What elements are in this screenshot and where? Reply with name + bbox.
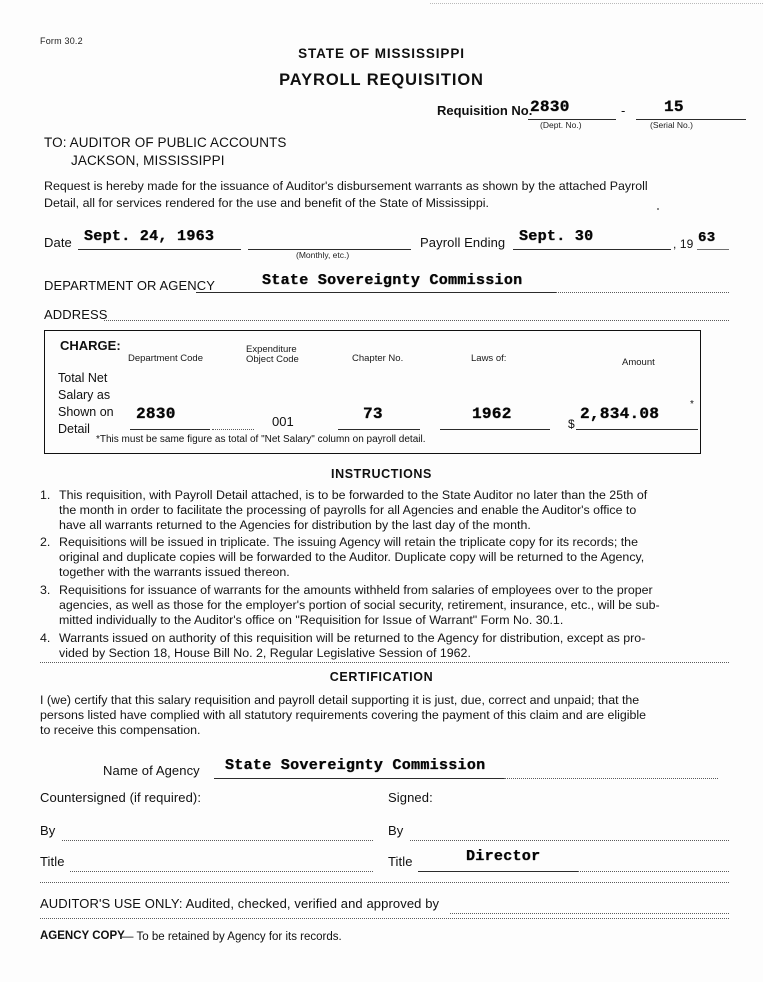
- addressee-line-1: TO: AUDITOR OF PUBLIC ACCOUNTS: [44, 135, 287, 150]
- instruction-4-line-2: vided by Section 18, House Bill No. 2, Regular Legislative Session of 1962.: [59, 646, 471, 660]
- date-value[interactable]: Sept. 24, 1963: [84, 228, 215, 245]
- requisition-no-label: Requisition No.: [437, 103, 533, 118]
- scan-artifact-top: [430, 3, 763, 4]
- instruction-number-3: 3.: [40, 583, 51, 597]
- form-number: Form 30.2: [40, 36, 83, 46]
- instruction-2-line-3: together with the warrants issued thereon.: [59, 565, 290, 579]
- instruction-1-line-1: This requisition, with Payroll Detail attached, is to be forwarded to the State Auditor no later than the 25th of: [59, 488, 648, 502]
- instruction-number-2: 2.: [40, 535, 51, 549]
- charge-value-object-code[interactable]: 001: [272, 414, 294, 429]
- charge-rule-department-code-tail: [212, 429, 254, 430]
- department-agency-rule: [196, 292, 556, 293]
- agency-copy-note: — To be retained by Agency for its records.: [122, 931, 342, 943]
- scan-speck: [657, 208, 659, 210]
- charge-amount-asterisk: *: [690, 399, 694, 410]
- charge-value-department-code[interactable]: 2830: [136, 405, 176, 423]
- charge-col-header-object-code: Object Code: [246, 354, 299, 365]
- divider-auditor: [40, 918, 729, 919]
- instruction-3-line-3: mitted individually to the Auditor's office on "Requisition for Issue of Warrant" Form No. 30.1.: [59, 613, 564, 627]
- agency-copy-label: AGENCY COPY: [40, 930, 125, 942]
- divider-signatures: [40, 882, 729, 883]
- instruction-number-1: 1.: [40, 488, 51, 502]
- frequency-caption: (Monthly, etc.): [296, 250, 350, 260]
- charge-row-label-line-2: Salary as: [58, 388, 111, 402]
- charge-col-header-expenditure: Expenditure: [246, 344, 297, 355]
- instruction-4-line-1: Warrants issued on authority of this requisition will be returned to the Agency for distribution, except as pro-: [59, 631, 646, 645]
- form-title: PAYROLL REQUISITION: [279, 71, 484, 89]
- charge-row-label-line-4: Detail: [58, 422, 90, 436]
- address-rule: [104, 320, 729, 321]
- payroll-ending-value[interactable]: Sept. 30: [519, 228, 594, 245]
- payroll-ending-label: Payroll Ending: [420, 235, 506, 250]
- title-rule-right: [418, 871, 578, 872]
- name-of-agency-label: Name of Agency: [103, 763, 200, 778]
- instruction-1-line-3: have all warrants returned to the Agencies for distribution by the last day of the month.: [59, 518, 531, 532]
- name-of-agency-value[interactable]: State Sovereignty Commission: [225, 757, 486, 774]
- state-heading: STATE OF MISSISSIPPI: [298, 46, 465, 61]
- charge-currency-symbol: $: [568, 417, 575, 431]
- charge-col-header-chapter-no: Chapter No.: [352, 353, 404, 364]
- auditor-use-only-label: AUDITOR'S USE ONLY: Audited, checked, verified and approved by: [40, 896, 440, 911]
- preamble-line-1: Request is hereby made for the issuance of Auditor's disbursement warrants as shown by the attached Payroll: [44, 179, 648, 193]
- addressee-line-2: JACKSON, MISSISSIPPI: [71, 153, 225, 168]
- title-label-right: Title: [388, 854, 413, 869]
- instruction-number-4: 4.: [40, 631, 51, 645]
- charge-value-laws-of[interactable]: 1962: [472, 405, 512, 423]
- certification-line-1: I (we) certify that this salary requisition and payroll detail supporting it is just, due, correct and unpaid; that the: [40, 693, 640, 707]
- auditor-use-only-rule: [450, 913, 729, 914]
- countersigned-label: Countersigned (if required):: [40, 790, 202, 805]
- year-prefix: , 19: [673, 237, 694, 251]
- charge-rule-amount: [576, 429, 698, 430]
- title-rule-right-tail: [578, 871, 729, 872]
- address-label: ADDRESS: [44, 307, 108, 322]
- by-rule-left: [62, 840, 373, 841]
- charge-heading: CHARGE:: [60, 338, 121, 353]
- charge-rule-chapter-no: [338, 429, 420, 430]
- date-label: Date: [44, 235, 72, 250]
- department-agency-label: DEPARTMENT OR AGENCY: [44, 278, 216, 293]
- title-rule-left: [70, 871, 373, 872]
- title-value-right[interactable]: Director: [466, 848, 541, 865]
- instruction-2-line-1: Requisitions will be issued in triplicate. The issuing Agency will retain the triplicate copy for its records; the: [59, 535, 638, 549]
- signed-label: Signed:: [388, 790, 433, 805]
- charge-col-header-laws-of: Laws of:: [471, 353, 507, 364]
- charge-row-label-line-1: Total Net: [58, 371, 108, 385]
- certification-line-3: to receive this compensation.: [40, 723, 201, 737]
- by-rule-right: [410, 840, 729, 841]
- requisition-serial-caption: (Serial No.): [650, 120, 693, 130]
- preamble-line-2: Detail, all for services rendered for the use and benefit of the State of Mississippi.: [44, 196, 489, 210]
- department-agency-value[interactable]: State Sovereignty Commission: [262, 272, 523, 289]
- requisition-dept-caption: (Dept. No.): [540, 120, 582, 130]
- requisition-separator: -: [621, 103, 626, 118]
- instruction-1-line-2: the month in order to facilitate the processing of payrolls for all Agencies and enable the Auditor's office to: [59, 503, 637, 517]
- by-label-left: By: [40, 823, 56, 838]
- divider-instructions: [40, 662, 729, 663]
- charge-footnote: *This must be same figure as total of "Net Salary" column on payroll detail.: [96, 434, 426, 445]
- year-rule: [697, 249, 729, 250]
- charge-col-header-department-code: Department Code: [128, 353, 203, 364]
- year-value[interactable]: 63: [698, 230, 716, 246]
- name-of-agency-rule-tail: [504, 778, 718, 779]
- charge-rule-department-code: [130, 429, 210, 430]
- charge-rule-laws-of: [440, 429, 550, 430]
- instruction-3-line-1: Requisitions for issuance of warrants for the amounts withheld from salaries of employees over to the proper: [59, 583, 653, 597]
- by-label-right: By: [388, 823, 404, 838]
- charge-value-amount[interactable]: 2,834.08: [580, 405, 660, 423]
- name-of-agency-rule: [214, 778, 504, 779]
- certification-line-2: persons listed have complied with all statutory requirements covering the payment of this claim and are eligible: [40, 708, 647, 722]
- certification-heading: CERTIFICATION: [329, 670, 434, 684]
- charge-row-label-line-3: Shown on: [58, 405, 114, 419]
- title-label-left: Title: [40, 854, 65, 869]
- date-rule: [78, 249, 241, 250]
- charge-col-header-amount: Amount: [622, 357, 655, 368]
- requisition-serial-no-value[interactable]: 15: [664, 98, 684, 116]
- instruction-3-line-2: agencies, as well as those for the employer's portion of social security, retirement, insurance, etc., will be sub-: [59, 598, 660, 612]
- charge-value-chapter-no[interactable]: 73: [363, 405, 383, 423]
- requisition-dept-no-value[interactable]: 2830: [530, 98, 570, 116]
- payroll-ending-rule: [513, 249, 671, 250]
- instruction-2-line-2: original and duplicate copies will be forwarded to the Auditor. Duplicate copy will be returned to the Agency,: [59, 550, 645, 564]
- department-agency-rule-tail: [556, 292, 729, 293]
- instructions-heading: INSTRUCTIONS: [331, 467, 432, 481]
